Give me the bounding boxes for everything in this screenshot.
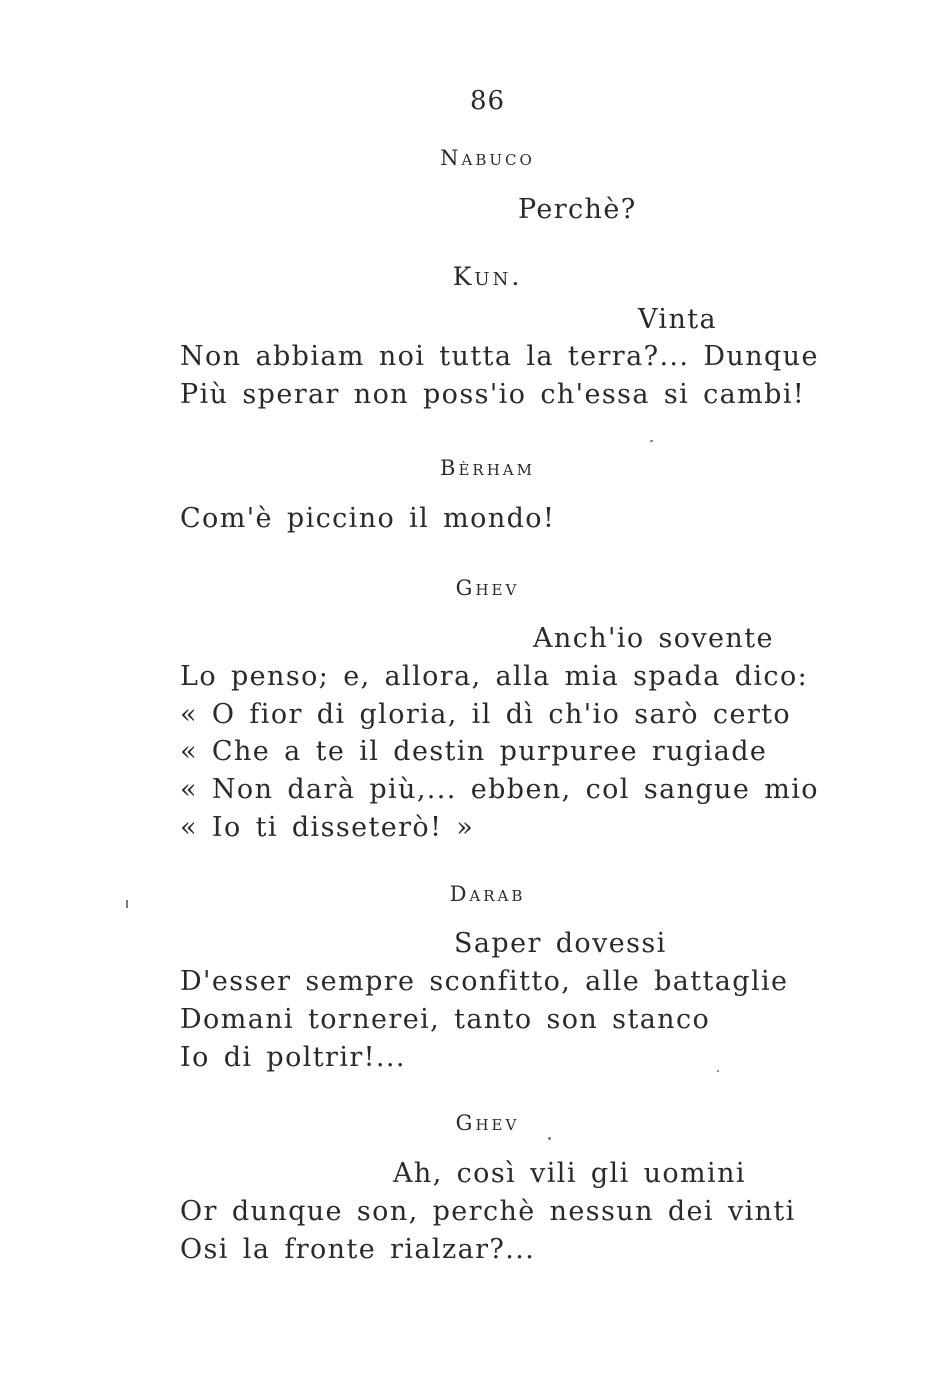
speaker-nabuco: Nabuco — [440, 146, 535, 170]
verse-line: Anch'io sovente — [533, 623, 774, 654]
verse-line: Io di poltrir!... — [180, 1042, 406, 1073]
verse-line: « O fior di gloria, il dì ch'io sarò certo — [180, 699, 792, 730]
verse-line: « Che a te il destin purpuree rugiade — [180, 736, 768, 767]
scan-speck — [717, 1070, 719, 1072]
speaker-ghev: Ghev — [455, 576, 520, 600]
verse-line: Domani tornerei, tanto son stanco — [180, 1004, 711, 1035]
verse-line: Com'è piccino il mondo! — [180, 503, 556, 534]
verse-line: Perchè? — [518, 194, 637, 225]
verse-line: Vinta — [638, 304, 717, 335]
speaker-darab: Darab — [449, 882, 526, 906]
page-number: 86 — [469, 86, 506, 116]
speaker-berham: Bèrham — [440, 456, 535, 480]
verse-line: Non abbiam noi tutta la terra?... Dunque — [180, 341, 819, 372]
verse-line: Lo penso; e, allora, alla mia spada dico: — [180, 661, 809, 692]
verse-line: Saper dovessi — [454, 928, 667, 959]
verse-line: « Non darà più,... ebben, col sangue mio — [180, 774, 819, 805]
verse-line: Or dunque son, perchè nessun dei vinti — [180, 1196, 796, 1227]
verse-line: « Io ti disseterò! » — [180, 812, 475, 843]
speaker-kun: Kun. — [452, 262, 523, 291]
speaker-ghev-2: Ghev — [455, 1111, 520, 1135]
verse-line: Osi la fronte rialzar?... — [180, 1234, 536, 1265]
scan-speck — [548, 1137, 551, 1140]
scan-speck — [650, 440, 653, 442]
verse-line: Ah, così vili gli uomini — [393, 1158, 746, 1189]
scan-speck — [126, 900, 128, 908]
verse-line: D'esser sempre sconfitto, alle battaglie — [180, 966, 789, 997]
verse-line: Più sperar non poss'io ch'essa si cambi! — [180, 379, 806, 410]
